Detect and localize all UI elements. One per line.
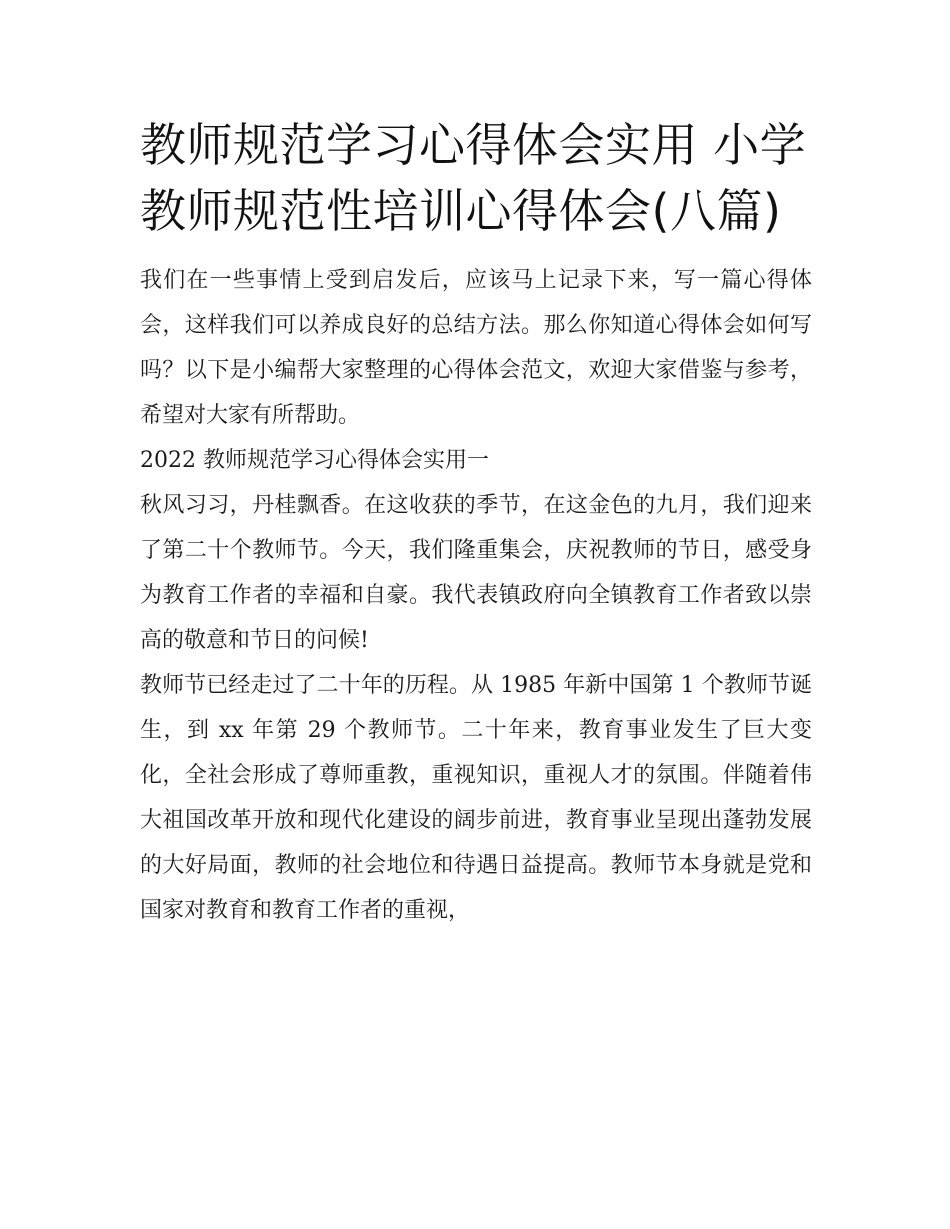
body-paragraph-2: 教师节已经走过了二十年的历程。从 1985 年新中国第 1 个教师节诞生，到 xx 年第 29 个教师节。二十年来，教育事业发生了巨大变化，全社会形成了尊师重教，重视知识，重视人才的氛围。伴随着伟大祖国改革开放和现代化建设的阔步前进，教育事业呈现出蓬勃发展的大好局面，教师的社会地位和待遇日益提高。教师节本身就是党和国家对教育和教育工作者的重视， bbox=[140, 673, 812, 923]
section-heading: 2022 教师规范学习心得体会实用一 bbox=[140, 448, 489, 473]
body-paragraph-1: 秋风习习，丹桂飘香。在这收获的季节，在这金色的九月，我们迎来了第二十个教师节。今天，我们隆重集会，庆祝教师的节日，感受身为教育工作者的幸福和自豪。我代表镇政府向全镇教育工作者致以崇高的敬意和节日的问候! bbox=[140, 493, 812, 653]
document-title: 教师规范学习心得体会实用 小学教师规范性培训心得体会(八篇) bbox=[140, 118, 807, 238]
intro-paragraph: 我们在一些事情上受到启发后，应该马上记录下来，写一篇心得体会，这样我们可以养成良好的总结方法。那么你知道心得体会如何写吗？以下是小编帮大家整理的心得体会范文，欢迎大家借鉴与参考，希望对大家有所帮助。 bbox=[140, 268, 812, 428]
document-page bbox=[140, 112, 812, 933]
